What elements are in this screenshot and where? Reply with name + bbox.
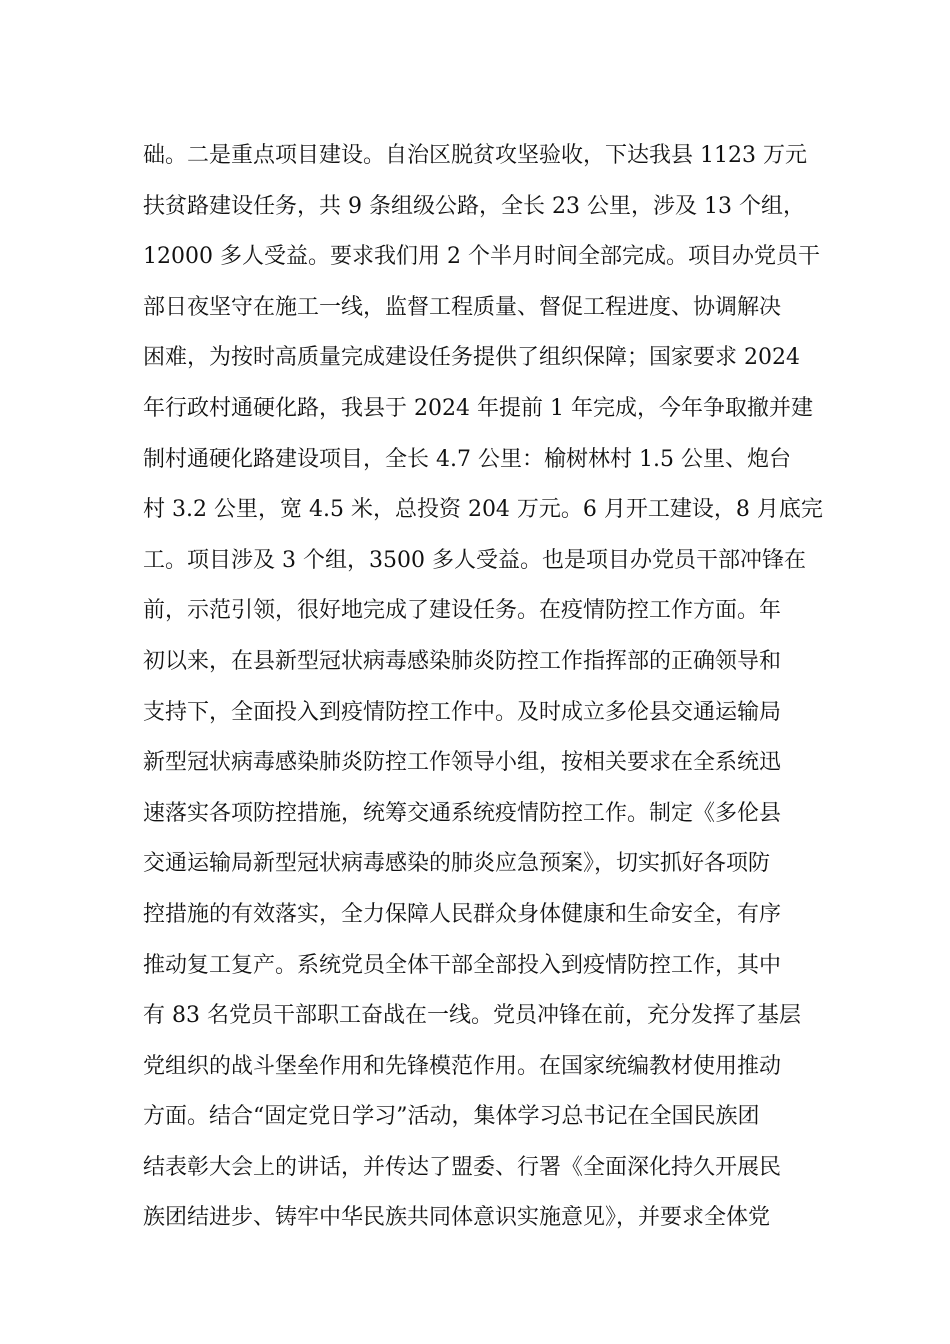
text-line: 党组织的战斗堡垒作用和先锋模范作用。在国家统编教材使用推动 [143, 1053, 782, 1079]
text-line: 控措施的有效落实，全力保障人民群众身体健康和生命安全，有序 [143, 901, 782, 927]
text-line: 困难，为按时高质量完成建设任务提供了组织保障；国家要求 2024 [143, 345, 800, 371]
text-line: 年行政村通硬化路，我县于 2024 年提前 1 年完成，今年争取撤并建 [143, 395, 813, 421]
text-line: 12000 多人受益。要求我们用 2 个半月时间全部完成。项目办党员干 [143, 244, 820, 270]
text-line: 速落实各项防控措施，统筹交通系统疫情防控工作。制定《多伦县 [143, 800, 782, 826]
text-line: 有 83 名党员干部职工奋战在一线。党员冲锋在前，充分发挥了基层 [143, 1003, 801, 1029]
text-line: 支持下，全面投入到疫情防控工作中。及时成立多伦县交通运输局 [143, 699, 782, 725]
text-line: 族团结进步、铸牢中华民族共同体意识实施意见》，并要求全体党 [143, 1205, 771, 1231]
text-line: 前，示范引领，很好地完成了建设任务。在疫情防控工作方面。年 [143, 598, 782, 624]
text-line: 扶贫路建设任务，共 9 条组级公路，全长 23 公里，涉及 13 个组， [143, 193, 805, 219]
text-line: 制村通硬化路建设项目，全长 4.7 公里：榆树林村 1.5 公里、炮台 [143, 446, 791, 472]
text-line: 结表彰大会上的讲话，并传达了盟委、行署《全面深化持久开展民 [143, 1154, 782, 1180]
text-line: 新型冠状病毒感染肺炎防控工作领导小组，按相关要求在全系统迅 [143, 750, 782, 776]
text-line: 推动复工复产。系统党员全体干部全部投入到疫情防控工作，其中 [143, 952, 782, 978]
text-line: 村 3.2 公里，宽 4.5 米，总投资 204 万元。6 月开工建设，8 月底完 [143, 497, 823, 523]
text-line: 部日夜坚守在施工一线，监督工程质量、督促工程进度、协调解决 [143, 294, 782, 320]
body-text [143, 131, 823, 1244]
text-line: 交通运输局新型冠状病毒感染的肺炎应急预案》，切实抓好各项防 [143, 851, 771, 877]
text-line: 方面。结合“固定党日学习”活动，集体学习总书记在全国民族团 [143, 1104, 760, 1130]
text-line: 础。二是重点项目建设。自治区脱贫攻坚验收，下达我县 1123 万元 [143, 143, 807, 168]
text-line: 工。项目涉及 3 个组，3500 多人受益。也是项目办党员干部冲锋在 [143, 547, 806, 573]
text-line: 初以来，在县新型冠状病毒感染肺炎防控工作指挥部的正确领导和 [143, 648, 782, 674]
